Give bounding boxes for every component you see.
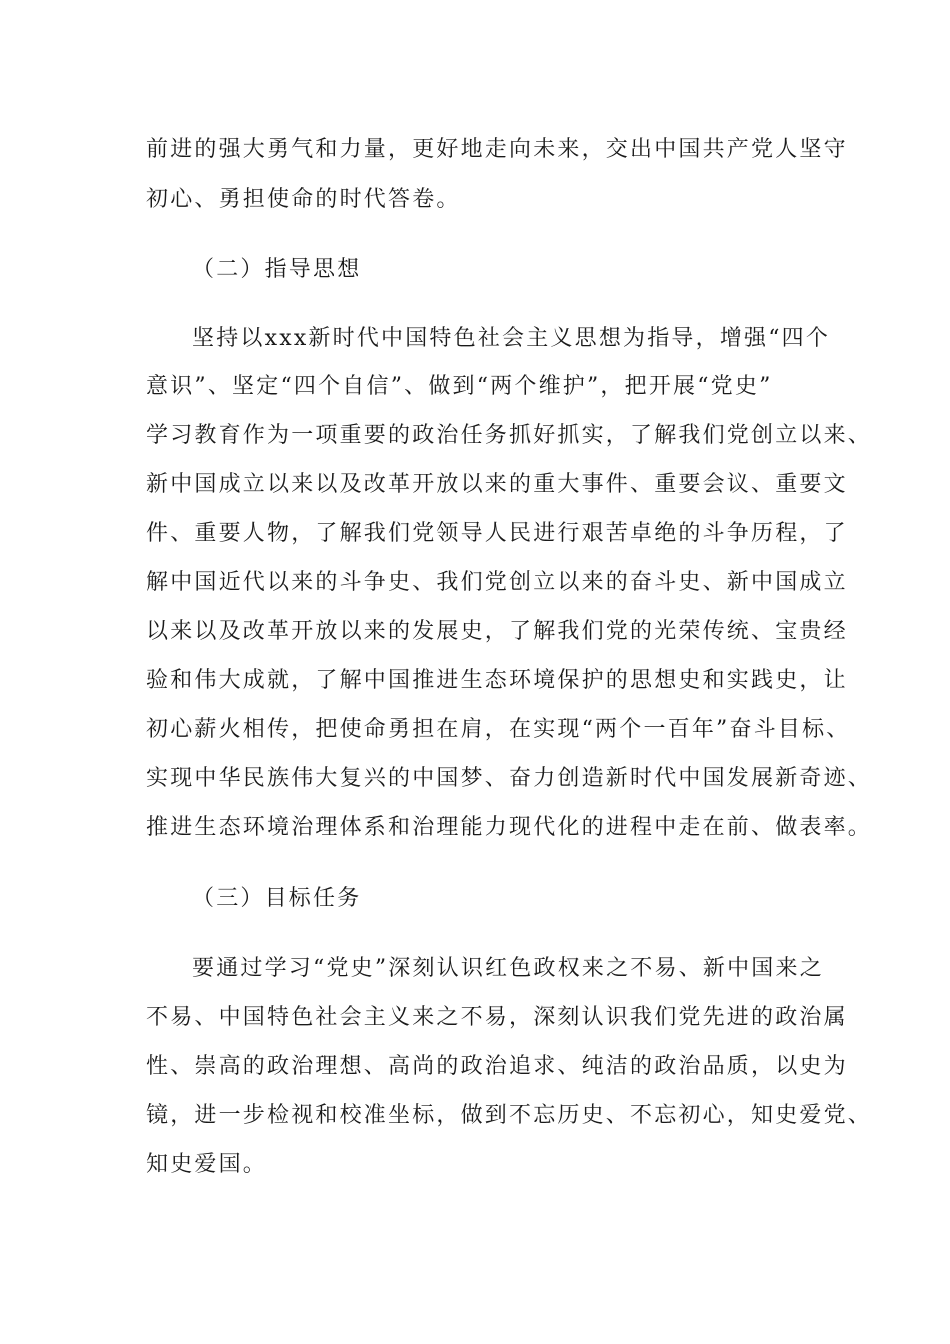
section-3-line-2: 不易、中国特色社会主义来之不易，深刻认识我们党先进的政治属 bbox=[146, 1005, 848, 1030]
section-2-line-8: 验和伟大成就，了解中国推进生态环境保护的思想史和实践史，让 bbox=[146, 668, 848, 693]
section-2-line-11: 推进生态环境治理体系和治理能力现代化的进程中走在前、做表率。 bbox=[146, 815, 873, 840]
section-3-line-1: 要通过学习“党史”深刻认识红色政权来之不易、新中国来之 bbox=[192, 956, 824, 981]
intro-line-1: 前进的强大勇气和力量，更好地走向未来，交出中国共产党人坚守 bbox=[146, 137, 848, 162]
section-2-line-10: 实现中华民族伟大复兴的中国梦、奋力创造新时代中国发展新奇迹、 bbox=[146, 766, 873, 791]
section-2-line-9: 初心薪火相传，把使命勇担在肩，在实现“两个一百年”奋斗目标、 bbox=[146, 717, 851, 742]
section-2-line-3: 学习教育作为一项重要的政治任务抓好抓实，了解我们党创立以来、 bbox=[146, 423, 873, 448]
section-2-line-4: 新中国成立以来以及改革开放以来的重大事件、重要会议、重要文 bbox=[146, 472, 848, 497]
section-2-line-1: 坚持以xxx新时代中国特色社会主义思想为指导，增强“四个 bbox=[192, 326, 831, 351]
intro-line-2: 初心、勇担使命的时代答卷。 bbox=[146, 187, 461, 212]
section-2-line-2: 意识”、坚定“四个自信”、做到“两个维护”，把开展“党史” bbox=[146, 374, 773, 399]
section-2-line-5: 件、重要人物，了解我们党领导人民进行艰苦卓绝的斗争历程，了 bbox=[146, 521, 848, 546]
section-2-line-6: 解中国近代以来的斗争史、我们党创立以来的奋斗史、新中国成立 bbox=[146, 570, 848, 595]
section-3-heading: （三）目标任务 bbox=[192, 886, 362, 911]
section-2-heading: （二）指导思想 bbox=[192, 257, 362, 282]
section-3-line-5: 知史爱国。 bbox=[146, 1152, 268, 1177]
section-2-line-7: 以来以及改革开放以来的发展史，了解我们党的光荣传统、宝贵经 bbox=[146, 619, 848, 644]
section-3-line-3: 性、崇高的政治理想、高尚的政治追求、纯洁的政治品质，以史为 bbox=[146, 1054, 848, 1079]
section-3-line-4: 镜，进一步检视和校准坐标，做到不忘历史、不忘初心，知史爱党、 bbox=[146, 1103, 873, 1128]
